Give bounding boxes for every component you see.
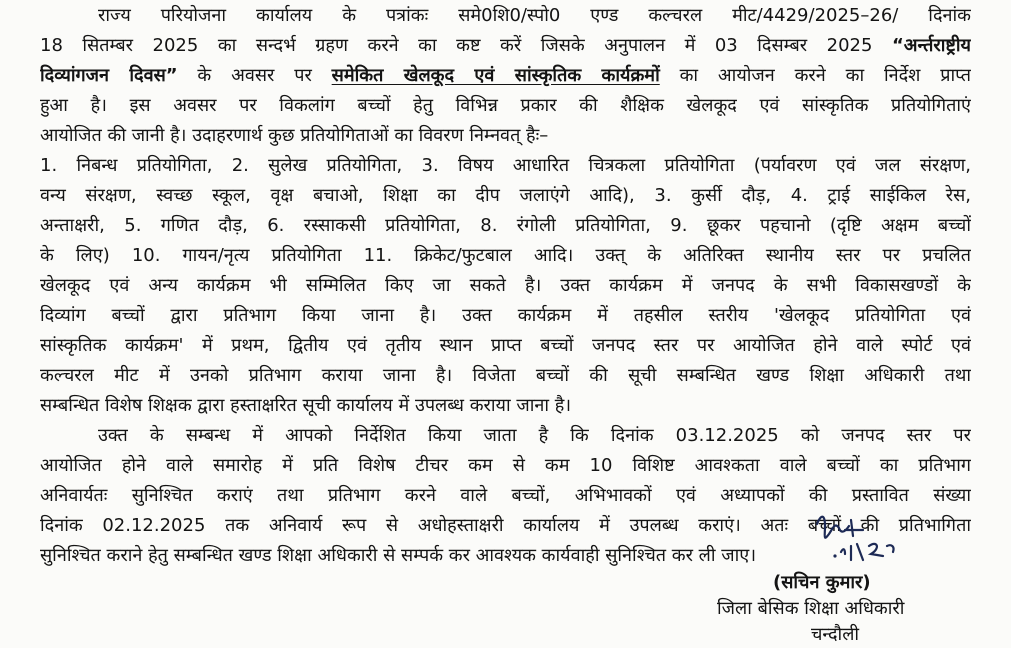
letter-line-14: सम्बन्धित विशेष शिक्षक द्वारा हस्ताक्षरित सूची कार्यालय में उपलब्ध कराया जाना है। [40,395,572,416]
signatory-designation: जिला बेसिक शिक्षा अधिकारी [717,598,905,619]
letter-line-6: 1. निबन्ध प्रतियोगिता, 2. सुलेख प्रतियोगिता, 3. विषय आधारित चित्रकला प्रतियोगिता (पर्यावरण एवं जल संरक्षण, [40,155,971,176]
letter-line-18: दिनांक 02.12.2025 तक अनिवार्य रूप से अधोहस्ताक्षरी कार्यालय में उपलब्ध कराएं। अतः बच्चों की प्रतिभागिता [40,515,971,536]
letter-line-13: कल्चरल मीट में उनको प्रतिभाग कराया जाना है। विजेता बच्चों की सूची सम्बन्धित खण्ड शिक्षा अधिकारी तथा [40,365,971,386]
signatory-place: चन्दौली [811,624,860,645]
signature-block [701,508,1011,645]
letter-line-15: उक्त के सम्बन्ध में आपको निर्देशित किया जाता है कि दिनांक 03.12.2025 को जनपद स्तर पर [98,425,971,446]
quote-part-2: दिव्यांगजन दिवस” [40,65,178,86]
letter-line-17: अनिवार्यतः सुनिश्चित कराएं तथा प्रतिभाग करने वाले बच्चों, अभिभावकों एवं अध्यापकों की प्रस्तावित संख्या [40,485,971,506]
letter-line-19: सुनिश्चित कराने हेतु सम्बन्धित खण्ड शिक्षा अधिकारी से सम्पर्क कर आवश्यक कार्यवाही सुनिश्चित कर ली जाए। [40,545,757,566]
letter-line-11: दिव्यांग बच्चों द्वारा प्रतिभाग किया जाना है। उक्त कार्यक्रम में तहसील स्तरीय 'खेलकूद प्रतियोगिता एवं [40,305,971,326]
letter-line-1: राज्य परियोजना कार्यालय के पत्रांकः समे0शि0/स्पो0 एण्ड कल्चरल मीट/4429/2025–26/ दिनांक [98,5,971,26]
letter-line-4: हुआ है। इस अवसर पर विकलांग बच्चों हेतु विभिन्न प्रकार की शैक्षिक खेलकूद एवं सांस्कृतिक प्रतियोगिताएं [40,95,971,116]
letter-line-8: अन्ताक्षरी, 5. गणित दौड़, 6. रस्साकसी प्रतियोगिता, 8. रंगोली प्रतियोगिता, 9. छूकर पहचानो (दृष्टि अक्षम बच्चों [40,215,971,236]
signatory-name: (सचिन कुमार) [773,572,871,593]
quote-part-1: “अर्न्तराष्ट्रीय [891,35,971,56]
letter-line-5: आयोजित की जानी है। उदाहरणार्थ कुछ प्रतियोगिताओं का विवरण निम्नवत् हैः– [40,125,549,146]
letter-line-7: वन्य संरक्षण, स्वच्छ स्कूल, वृक्ष बचाओ, शिक्षा का दीप जलाएंगे आदि), 3. कुर्सी दौड़, 4. ट्राई साईकिल रेस, [40,185,971,206]
letter-line-10: खेलकूद एवं अन्य कार्यक्रम भी सम्मिलित किए जा सकते है। उक्त कार्यक्रम में जनपद के सभी विकासखण्डों के [40,275,971,296]
program-name: समेकित खेलकूद एवं सांस्कृतिक कार्यक्रमों [331,65,660,86]
letter-line-3: दिव्यांगजन दिवस” के अवसर पर समेकित खेलकूद एवं सांस्कृतिक कार्यक्रमों का आयोजन करने का निर्देश प्राप्त [40,65,971,86]
letter-line-2: 18 सितम्बर 2025 का सन्दर्भ ग्रहण करने का कष्ट करें जिसके अनुपालन में 03 दिसम्बर 2025 “अर्न्तराष्ट्रीय [40,35,971,56]
letter-line-16: आयोजित होने वाले समारोह में प्रति विशेष टीचर कम से कम 10 विशिष्ट आवश्कता वाले बच्चों का प्रतिभाग [40,455,971,476]
letter-line-12: सांस्कृतिक कार्यक्रम' में प्रथम, द्वितीय एवं तृतीय स्थान प्राप्त बच्चों जनपद स्तर पर आयोजित होने वाले स्पोर्ट एवं [40,335,971,356]
letter-line-9: के लिए) 10. गायन/नृत्य प्रतियोगिता 11. क्रिकेट/फुटबाल आदि। उक्त् के अतिरिक्त स्थानीय स्तर पर प्रचलित [40,245,971,266]
handwritten-signature [811,510,901,568]
